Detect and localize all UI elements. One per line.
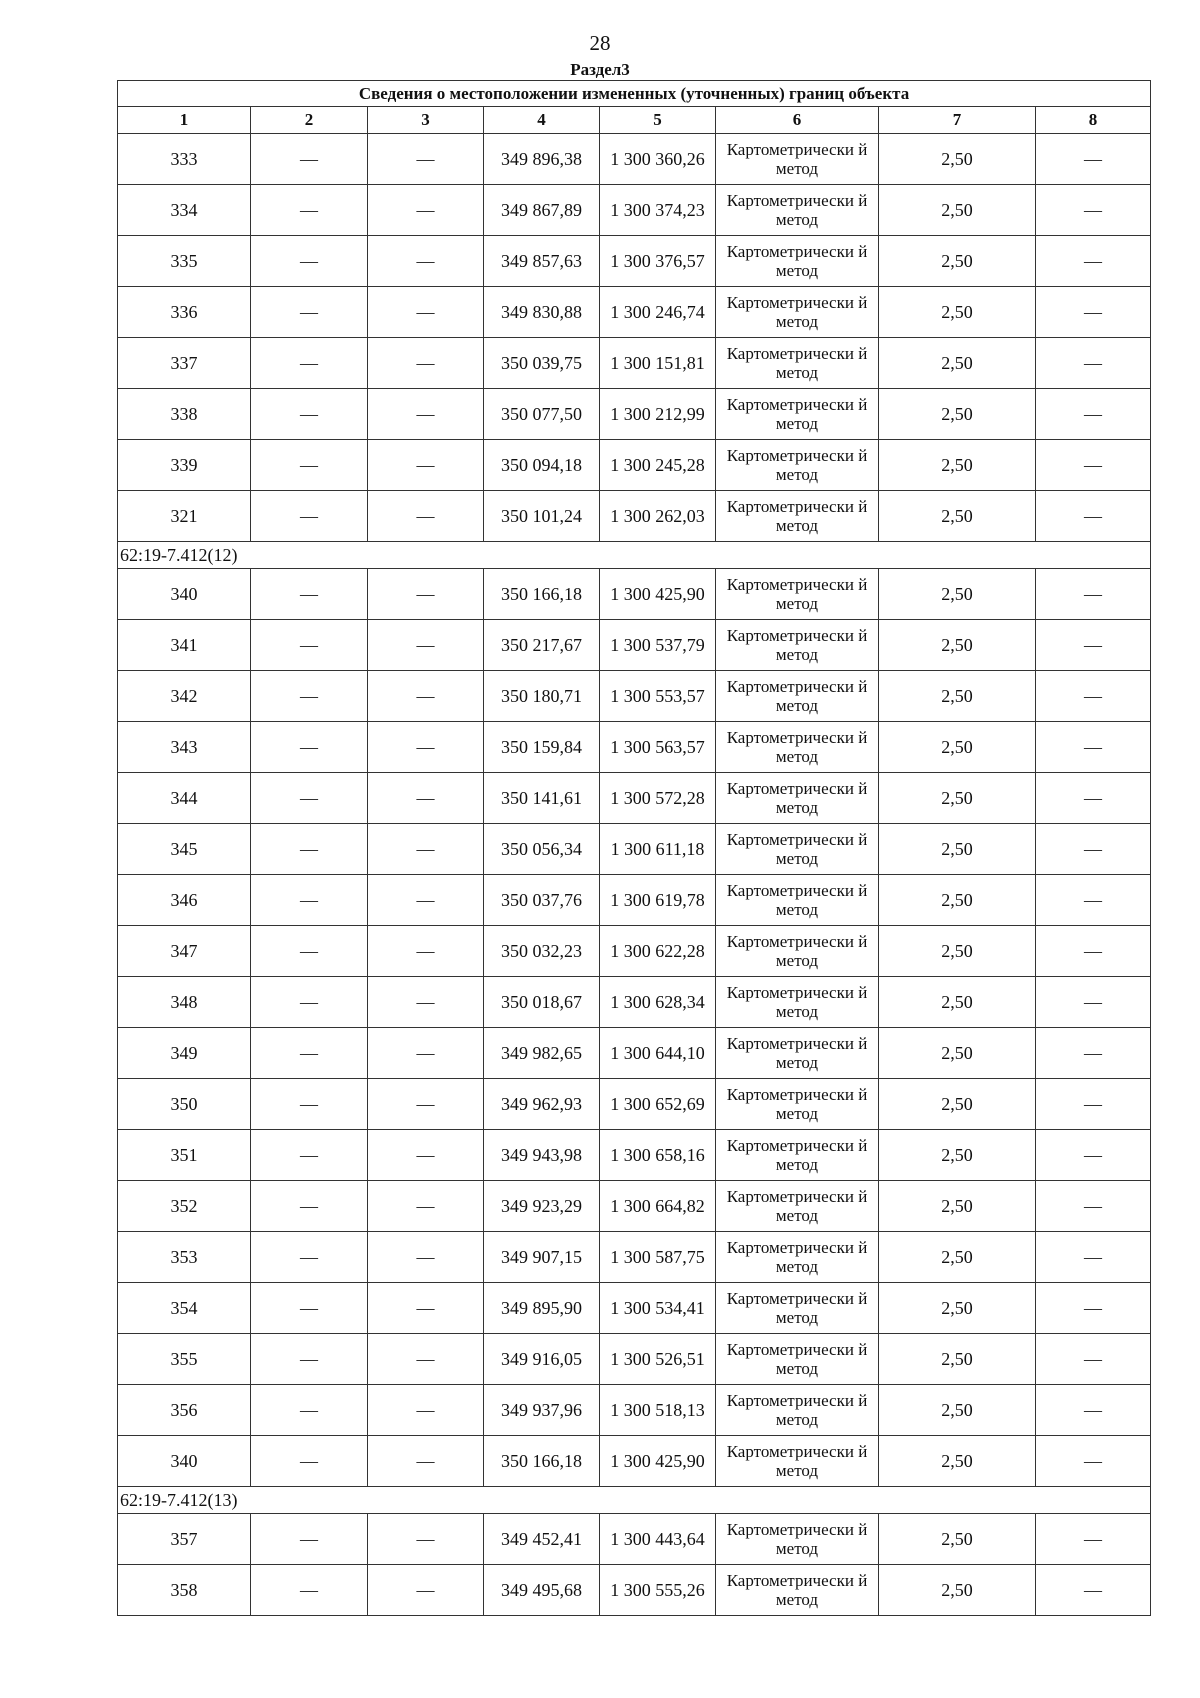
table-cell-col-6: Картометрически й метод [716, 671, 879, 722]
table-row [118, 1079, 1151, 1130]
table-cell-col-2: — [251, 977, 368, 1028]
table-row [118, 926, 1151, 977]
table-cell-col-4: 349 937,96 [484, 1385, 600, 1436]
table-cell-col-4: 350 166,18 [484, 1436, 600, 1487]
table-cell-col-1: 333 [118, 134, 251, 185]
table-cell-col-6: Картометрически й метод [716, 134, 879, 185]
table-row [118, 491, 1151, 542]
table-cell-col-8: — [1036, 1130, 1151, 1181]
table-cell-col-4: 349 896,38 [484, 134, 600, 185]
table-caption-row [118, 81, 1151, 107]
table-cell-col-5: 1 300 611,18 [600, 824, 716, 875]
table-cell-col-2: — [251, 824, 368, 875]
table-cell-col-5: 1 300 374,23 [600, 185, 716, 236]
table-cell-col-8: — [1036, 389, 1151, 440]
table-cell-col-7: 2,50 [879, 134, 1036, 185]
table-cell-col-8: — [1036, 185, 1151, 236]
table-cell-col-5: 1 300 425,90 [600, 1436, 716, 1487]
table-cell-col-2: — [251, 671, 368, 722]
table-row [118, 1232, 1151, 1283]
table-cell-col-5: 1 300 622,28 [600, 926, 716, 977]
table-cell-col-6: Картометрически й метод [716, 875, 879, 926]
table-cell-col-5: 1 300 628,34 [600, 977, 716, 1028]
table-cell-col-1: 335 [118, 236, 251, 287]
table-cell-col-3: — [368, 287, 484, 338]
table-cell-col-6: Картометрически й метод [716, 440, 879, 491]
table-cell-col-5: 1 300 619,78 [600, 875, 716, 926]
table-row [118, 1283, 1151, 1334]
table-row [118, 1565, 1151, 1616]
table-cell-col-5: 1 300 644,10 [600, 1028, 716, 1079]
table-cell-col-2: — [251, 1514, 368, 1565]
table-cell-col-2: — [251, 722, 368, 773]
table-cell-col-8: — [1036, 1385, 1151, 1436]
table-cell-col-3: — [368, 773, 484, 824]
table-cell-col-5: 1 300 563,57 [600, 722, 716, 773]
table-cell-col-7: 2,50 [879, 1436, 1036, 1487]
table-cell-col-4: 349 452,41 [484, 1514, 600, 1565]
table-cell-col-6: Картометрически й метод [716, 569, 879, 620]
table-cell-col-2: — [251, 491, 368, 542]
table-row [118, 338, 1151, 389]
table-cell-col-1: 353 [118, 1232, 251, 1283]
table-cell-col-4: 349 962,93 [484, 1079, 600, 1130]
column-header-4: 4 [484, 107, 600, 134]
group-row [118, 1487, 1151, 1514]
table-cell-col-8: — [1036, 440, 1151, 491]
table-cell-col-3: — [368, 134, 484, 185]
table-cell-col-1: 337 [118, 338, 251, 389]
table-cell-col-2: — [251, 134, 368, 185]
table-cell-col-3: — [368, 1232, 484, 1283]
table-cell-col-8: — [1036, 1079, 1151, 1130]
table-cell-col-5: 1 300 526,51 [600, 1334, 716, 1385]
table-cell-col-5: 1 300 360,26 [600, 134, 716, 185]
table-cell-col-1: 345 [118, 824, 251, 875]
table-cell-col-1: 343 [118, 722, 251, 773]
table-cell-col-7: 2,50 [879, 1334, 1036, 1385]
table-cell-col-1: 338 [118, 389, 251, 440]
table-cell-col-4: 350 018,67 [484, 977, 600, 1028]
table-cell-col-2: — [251, 338, 368, 389]
table-cell-col-6: Картометрически й метод [716, 1514, 879, 1565]
table-cell-col-1: 348 [118, 977, 251, 1028]
table-cell-col-2: — [251, 1565, 368, 1616]
table-cell-col-4: 349 907,15 [484, 1232, 600, 1283]
table-cell-col-2: — [251, 1283, 368, 1334]
table-cell-col-3: — [368, 1028, 484, 1079]
table-cell-col-5: 1 300 587,75 [600, 1232, 716, 1283]
table-cell-col-6: Картометрически й метод [716, 722, 879, 773]
table-cell-col-4: 350 159,84 [484, 722, 600, 773]
table-cell-col-2: — [251, 185, 368, 236]
table-row [118, 977, 1151, 1028]
table-cell-col-6: Картометрически й метод [716, 491, 879, 542]
table-cell-col-6: Картометрически й метод [716, 338, 879, 389]
table-cell-col-5: 1 300 518,13 [600, 1385, 716, 1436]
table-cell-col-5: 1 300 664,82 [600, 1181, 716, 1232]
table-cell-col-7: 2,50 [879, 569, 1036, 620]
table-row [118, 620, 1151, 671]
table-cell-col-7: 2,50 [879, 185, 1036, 236]
table-cell-col-6: Картометрически й метод [716, 389, 879, 440]
table-cell-col-4: 350 166,18 [484, 569, 600, 620]
table-cell-col-3: — [368, 236, 484, 287]
table-cell-col-4: 350 180,71 [484, 671, 600, 722]
table-cell-col-7: 2,50 [879, 338, 1036, 389]
table-cell-col-7: 2,50 [879, 620, 1036, 671]
table-row [118, 134, 1151, 185]
table-cell-col-6: Картометрически й метод [716, 236, 879, 287]
table-cell-col-8: — [1036, 134, 1151, 185]
table-cell-col-2: — [251, 1181, 368, 1232]
group-label: 62:19-7.412(13) [118, 1487, 1151, 1514]
table-cell-col-3: — [368, 1283, 484, 1334]
table-cell-col-5: 1 300 245,28 [600, 440, 716, 491]
table-cell-col-2: — [251, 287, 368, 338]
table-cell-col-7: 2,50 [879, 671, 1036, 722]
table-row [118, 1514, 1151, 1565]
table-cell-col-2: — [251, 773, 368, 824]
table-cell-col-5: 1 300 534,41 [600, 1283, 716, 1334]
table-cell-col-8: — [1036, 338, 1151, 389]
table-cell-col-3: — [368, 824, 484, 875]
table-cell-col-4: 349 916,05 [484, 1334, 600, 1385]
table-cell-col-1: 334 [118, 185, 251, 236]
table-cell-col-5: 1 300 553,57 [600, 671, 716, 722]
table-row [118, 1028, 1151, 1079]
table-cell-col-1: 349 [118, 1028, 251, 1079]
table-cell-col-6: Картометрически й метод [716, 1130, 879, 1181]
table-cell-col-3: — [368, 569, 484, 620]
table-row [118, 824, 1151, 875]
table-cell-col-8: — [1036, 287, 1151, 338]
table-cell-col-7: 2,50 [879, 875, 1036, 926]
table-cell-col-3: — [368, 620, 484, 671]
table-cell-col-1: 342 [118, 671, 251, 722]
table-cell-col-8: — [1036, 1514, 1151, 1565]
table-cell-col-3: — [368, 1181, 484, 1232]
table-cell-col-5: 1 300 652,69 [600, 1079, 716, 1130]
table-cell-col-8: — [1036, 773, 1151, 824]
column-header-1: 1 [118, 107, 251, 134]
table-cell-col-6: Картометрически й метод [716, 185, 879, 236]
table-cell-col-4: 350 056,34 [484, 824, 600, 875]
table-cell-col-8: — [1036, 875, 1151, 926]
table-cell-col-4: 349 830,88 [484, 287, 600, 338]
table-cell-col-1: 340 [118, 569, 251, 620]
table-cell-col-2: — [251, 1079, 368, 1130]
table-cell-col-3: — [368, 671, 484, 722]
table-row [118, 1436, 1151, 1487]
table-cell-col-1: 358 [118, 1565, 251, 1616]
table-cell-col-4: 349 943,98 [484, 1130, 600, 1181]
table-cell-col-2: — [251, 1232, 368, 1283]
table-cell-col-3: — [368, 1334, 484, 1385]
table-cell-col-5: 1 300 212,99 [600, 389, 716, 440]
table-cell-col-6: Картометрически й метод [716, 1181, 879, 1232]
table-cell-col-3: — [368, 1385, 484, 1436]
table-cell-col-1: 344 [118, 773, 251, 824]
table-cell-col-3: — [368, 1565, 484, 1616]
table-cell-col-3: — [368, 977, 484, 1028]
table-cell-col-8: — [1036, 722, 1151, 773]
table-cell-col-7: 2,50 [879, 926, 1036, 977]
column-header-row [118, 107, 1151, 134]
table-cell-col-8: — [1036, 1283, 1151, 1334]
table-cell-col-6: Картометрически й метод [716, 1385, 879, 1436]
table-row [118, 1181, 1151, 1232]
column-header-7: 7 [879, 107, 1036, 134]
table-cell-col-5: 1 300 443,64 [600, 1514, 716, 1565]
table-cell-col-5: 1 300 246,74 [600, 287, 716, 338]
table-cell-col-8: — [1036, 1334, 1151, 1385]
table-cell-col-7: 2,50 [879, 1565, 1036, 1616]
table-cell-col-7: 2,50 [879, 389, 1036, 440]
table-cell-col-6: Картометрически й метод [716, 1028, 879, 1079]
table-cell-col-2: — [251, 236, 368, 287]
table-cell-col-4: 349 895,90 [484, 1283, 600, 1334]
table-cell-col-7: 2,50 [879, 1181, 1036, 1232]
table-cell-col-6: Картометрически й метод [716, 1334, 879, 1385]
table-cell-col-7: 2,50 [879, 1130, 1036, 1181]
table-cell-col-7: 2,50 [879, 722, 1036, 773]
table-row [118, 671, 1151, 722]
table-cell-col-8: — [1036, 620, 1151, 671]
table-cell-col-1: 347 [118, 926, 251, 977]
table-cell-col-6: Картометрически й метод [716, 824, 879, 875]
table-row [118, 773, 1151, 824]
table-cell-col-7: 2,50 [879, 491, 1036, 542]
table-cell-col-6: Картометрически й метод [716, 287, 879, 338]
table-row [118, 1385, 1151, 1436]
table-cell-col-4: 350 037,76 [484, 875, 600, 926]
table-cell-col-6: Картометрически й метод [716, 926, 879, 977]
page-number: 28 [589, 31, 611, 55]
table-cell-col-2: — [251, 569, 368, 620]
table-cell-col-3: — [368, 440, 484, 491]
table-cell-col-2: — [251, 875, 368, 926]
table-cell-col-1: 351 [118, 1130, 251, 1181]
table-cell-col-8: — [1036, 1436, 1151, 1487]
table-cell-col-2: — [251, 1130, 368, 1181]
table-cell-col-7: 2,50 [879, 1385, 1036, 1436]
table-cell-col-3: — [368, 1436, 484, 1487]
table-cell-col-4: 350 077,50 [484, 389, 600, 440]
table-cell-col-4: 350 032,23 [484, 926, 600, 977]
table-cell-col-3: — [368, 389, 484, 440]
table-cell-col-8: — [1036, 824, 1151, 875]
table-cell-col-6: Картометрически й метод [716, 620, 879, 671]
table-row [118, 1334, 1151, 1385]
table-cell-col-1: 346 [118, 875, 251, 926]
table-cell-col-1: 350 [118, 1079, 251, 1130]
table-cell-col-2: — [251, 440, 368, 491]
column-header-8: 8 [1036, 107, 1151, 134]
table-cell-col-2: — [251, 1385, 368, 1436]
table-cell-col-5: 1 300 658,16 [600, 1130, 716, 1181]
table-cell-col-4: 350 094,18 [484, 440, 600, 491]
table-cell-col-7: 2,50 [879, 773, 1036, 824]
column-header-2: 2 [251, 107, 368, 134]
table-cell-col-4: 349 495,68 [484, 1565, 600, 1616]
table-cell-col-4: 350 101,24 [484, 491, 600, 542]
table-row [118, 389, 1151, 440]
table-cell-col-2: — [251, 620, 368, 671]
table-cell-col-7: 2,50 [879, 1079, 1036, 1130]
table-cell-col-3: — [368, 875, 484, 926]
table-cell-col-6: Картометрически й метод [716, 977, 879, 1028]
table-cell-col-4: 350 141,61 [484, 773, 600, 824]
table-cell-col-7: 2,50 [879, 1283, 1036, 1334]
table-cell-col-4: 349 982,65 [484, 1028, 600, 1079]
table-cell-col-7: 2,50 [879, 1514, 1036, 1565]
table-cell-col-5: 1 300 262,03 [600, 491, 716, 542]
table-cell-col-5: 1 300 151,81 [600, 338, 716, 389]
table-cell-col-3: — [368, 491, 484, 542]
table-cell-col-2: — [251, 389, 368, 440]
column-header-3: 3 [368, 107, 484, 134]
table-cell-col-1: 354 [118, 1283, 251, 1334]
table-cell-col-8: — [1036, 1028, 1151, 1079]
table-cell-col-1: 339 [118, 440, 251, 491]
table-cell-col-8: — [1036, 569, 1151, 620]
table-cell-col-2: — [251, 926, 368, 977]
table-row [118, 722, 1151, 773]
table-cell-col-7: 2,50 [879, 824, 1036, 875]
table-body [118, 81, 1151, 1616]
table-cell-col-7: 2,50 [879, 440, 1036, 491]
table-cell-col-2: — [251, 1028, 368, 1079]
table-cell-col-8: — [1036, 1565, 1151, 1616]
table-cell-col-6: Картометрически й метод [716, 1565, 879, 1616]
table-cell-col-5: 1 300 376,57 [600, 236, 716, 287]
table-cell-col-3: — [368, 1130, 484, 1181]
table-row [118, 875, 1151, 926]
table-cell-col-7: 2,50 [879, 236, 1036, 287]
table-cell-col-8: — [1036, 926, 1151, 977]
table-cell-col-8: — [1036, 491, 1151, 542]
table-cell-col-2: — [251, 1334, 368, 1385]
table-cell-col-2: — [251, 1436, 368, 1487]
table-row [118, 569, 1151, 620]
table-cell-col-1: 356 [118, 1385, 251, 1436]
table-cell-col-5: 1 300 537,79 [600, 620, 716, 671]
table-row [118, 236, 1151, 287]
table-cell-col-4: 350 217,67 [484, 620, 600, 671]
table-cell-col-3: — [368, 722, 484, 773]
table-cell-col-3: — [368, 1514, 484, 1565]
table-cell-col-1: 341 [118, 620, 251, 671]
table-cell-col-1: 357 [118, 1514, 251, 1565]
table-cell-col-4: 350 039,75 [484, 338, 600, 389]
table-cell-col-7: 2,50 [879, 977, 1036, 1028]
table-cell-col-8: — [1036, 1232, 1151, 1283]
table-cell-col-3: — [368, 338, 484, 389]
table-cell-col-1: 336 [118, 287, 251, 338]
table-cell-col-6: Картометрически й метод [716, 1232, 879, 1283]
table-cell-col-5: 1 300 572,28 [600, 773, 716, 824]
table-cell-col-7: 2,50 [879, 287, 1036, 338]
table-cell-col-6: Картометрически й метод [716, 773, 879, 824]
table-row [118, 287, 1151, 338]
table-cell-col-6: Картометрически й метод [716, 1079, 879, 1130]
section-title: Раздел3 [570, 60, 630, 79]
group-row [118, 542, 1151, 569]
table-cell-col-1: 340 [118, 1436, 251, 1487]
table-caption: Сведения о местоположении измененных (уточненных) границ объекта [118, 81, 1151, 107]
boundary-coordinates-table [117, 80, 1151, 1616]
table-cell-col-6: Картометрически й метод [716, 1436, 879, 1487]
table-row [118, 1130, 1151, 1181]
table-cell-col-5: 1 300 425,90 [600, 569, 716, 620]
table-cell-col-1: 352 [118, 1181, 251, 1232]
table-cell-col-4: 349 867,89 [484, 185, 600, 236]
table-cell-col-3: — [368, 926, 484, 977]
table-cell-col-7: 2,50 [879, 1232, 1036, 1283]
column-header-5: 5 [600, 107, 716, 134]
column-header-6: 6 [716, 107, 879, 134]
table-cell-col-7: 2,50 [879, 1028, 1036, 1079]
table-cell-col-1: 321 [118, 491, 251, 542]
table-cell-col-4: 349 857,63 [484, 236, 600, 287]
table-row [118, 185, 1151, 236]
table-cell-col-1: 355 [118, 1334, 251, 1385]
table-cell-col-3: — [368, 1079, 484, 1130]
table-cell-col-8: — [1036, 671, 1151, 722]
table-cell-col-3: — [368, 185, 484, 236]
table-cell-col-8: — [1036, 977, 1151, 1028]
table-cell-col-5: 1 300 555,26 [600, 1565, 716, 1616]
table-cell-col-4: 349 923,29 [484, 1181, 600, 1232]
group-label: 62:19-7.412(12) [118, 542, 1151, 569]
table-cell-col-8: — [1036, 1181, 1151, 1232]
table-row [118, 440, 1151, 491]
table-cell-col-8: — [1036, 236, 1151, 287]
table-cell-col-6: Картометрически й метод [716, 1283, 879, 1334]
